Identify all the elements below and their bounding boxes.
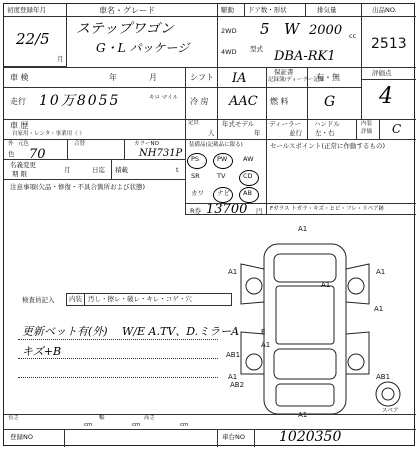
shape-value: W [284,20,300,38]
equipment-label: 装備品(記載品に限る) [189,142,243,148]
width-unit: cm [132,422,141,428]
model-name-value: ステップワゴン [76,21,174,37]
sales-point-items: Fガラス トガラ・キズ・ヒビ・フレ・リペア跡 [270,206,385,212]
name-change-day: 日迄 [92,166,105,174]
exhibit-label: 出品NO. [372,6,397,14]
equipment-item: AW [243,155,254,163]
interior-value: C [392,122,402,136]
equipment-circle [239,187,259,203]
year-model-unit: 年 [254,129,261,137]
ac-value: AAC [229,94,258,109]
handle-label: ハンドル [314,120,340,128]
warranty-value: 有・無 [316,73,340,82]
cc-unit: cc [349,32,357,40]
equipment-item: PW [217,155,228,163]
mileage-label: 走行 [10,97,26,106]
length-unit: cm [84,422,93,428]
auction-sheet [3,3,415,446]
capacity-label: 定員 [188,120,200,126]
ac-label: 冷 房 [190,97,209,106]
interior-check-label: 内装 [69,295,82,303]
equipment-item: ナビ [217,189,230,197]
name-change-limit: 期 限 [12,170,28,178]
original-color-label: 元色 [18,141,30,147]
spare-label: スペア [382,408,399,414]
history-label: 車 歴 [10,121,29,130]
drive-label: 駆動 [221,6,234,14]
note-line-3: キズ+B [22,345,62,358]
damage-mark: A1 [228,268,238,276]
damage-mark: AB1 [226,351,241,359]
recycle-value: 13700 [206,202,248,217]
displacement-label: 排気量 [317,6,337,14]
displacement-value: 2000 [309,23,343,38]
year-model-label: 年式モデル [222,120,255,128]
interior-check-items: 汚し・擦レ・破レ・キレ・コゲ・穴 [88,295,192,303]
equipment-item: SR [191,172,200,180]
color-no-label: カラーNO [134,141,159,147]
chassis-value: 1020350 [279,429,342,445]
color-no-value: NH731P [139,148,183,159]
shaken-month-unit: 月 [149,73,157,82]
height-label: 高さ [144,415,156,421]
katashiki-value: DBA-RK1 [274,49,336,64]
damage-mark: AB1 [376,373,391,381]
km-unit: キロ マイル [149,95,179,101]
damage-marks [226,224,416,424]
damage-mark: A1 [261,341,271,349]
first-reg-month-unit: 月 [57,55,64,63]
score-value: 4 [379,84,393,109]
equipment-item: PS [191,155,200,163]
dealer-unit: 並行 [289,129,302,137]
name-change-month: 月 [64,166,71,174]
recycle-label: R券 [190,207,202,215]
fuel-value: G [324,94,336,110]
load-unit: t [176,166,179,174]
reg-no-label: 登録NO [10,433,33,441]
equipment-item: AB [243,189,252,197]
note-line-2: W/E A.TV、D.ミラーA [122,325,240,338]
first-reg-label: 初度登録年月 [7,6,46,14]
inspector-label: 検査員記入 [22,296,55,304]
equipment-circle [213,153,233,169]
equipment-item: CD [243,172,253,180]
interior-sub: 評価 [361,129,373,135]
damage-mark: AB2 [230,381,245,389]
interior-color-label: 合替 [74,141,86,147]
shaken-year-unit: 年 [109,73,117,82]
equipment-circle [187,153,207,169]
score-label: 評価点 [372,69,392,77]
sales-point-label: セールスポイント(正常に作動するもの) [270,142,385,150]
katashiki-label: 型式 [250,45,263,53]
damage-mark: A1 [376,268,386,276]
drive-4wd: 4WD [221,48,237,56]
dealer-label: ディーラー [269,120,301,128]
note-line-1: 更新ベット有(外) [22,325,108,338]
exhibit-value: 2513 [371,36,407,52]
color-value: 70 [29,147,46,162]
shift-label: シフト [190,73,214,82]
fuel-label: 燃 料 [270,97,289,106]
name-change-label: 名義変更 [10,161,36,169]
outer-label: 外 [8,141,14,147]
equipment-grid [187,153,267,201]
length-label: 長さ [8,415,20,421]
load-label: 積載 [115,166,128,174]
equipment-circle [213,187,233,203]
recycle-unit: 円 [256,207,263,215]
capacity-unit: 人 [208,129,215,137]
damage-mark: A1 [298,225,308,233]
grade-value: G・L パッケージ [96,41,190,55]
damage-mark: A1 [298,411,308,419]
first-reg-value: 22/5 [16,30,50,48]
color-label: 色 [8,150,15,158]
doors-value: 5 [260,20,270,38]
interior-label: 内装 [361,121,373,127]
door-label: ドア数・形状 [248,6,287,14]
shift-value: IA [232,71,247,86]
history-sub: 自家用・レンタ・事業用（ ） [12,131,85,137]
drive-2wd: 2WD [221,27,237,35]
handle-options: 左・右 [315,129,335,137]
equipment-item: カワ [191,189,204,197]
height-unit: cm [180,422,189,428]
caution-label: 注意事項(欠品・修復・不具合箇所および状態) [10,183,146,191]
mileage-value: 10万8055 [39,93,121,109]
damage-mark: A1 [374,305,384,313]
model-name-label: 車名・グレード [99,6,155,15]
warranty-sub: 記録簿/ディーラー記録 [268,77,325,83]
chassis-label: 車台NO [222,433,245,441]
equipment-item: TV [217,172,226,180]
warranty-label: 保証書 [274,68,294,76]
damage-mark: A1 [228,373,238,381]
shaken-label: 車 検 [10,73,29,82]
width-label: 幅 [99,415,105,421]
damage-mark: A1 [321,281,331,289]
damage-mark: E [261,328,266,336]
equipment-circle [239,170,259,186]
